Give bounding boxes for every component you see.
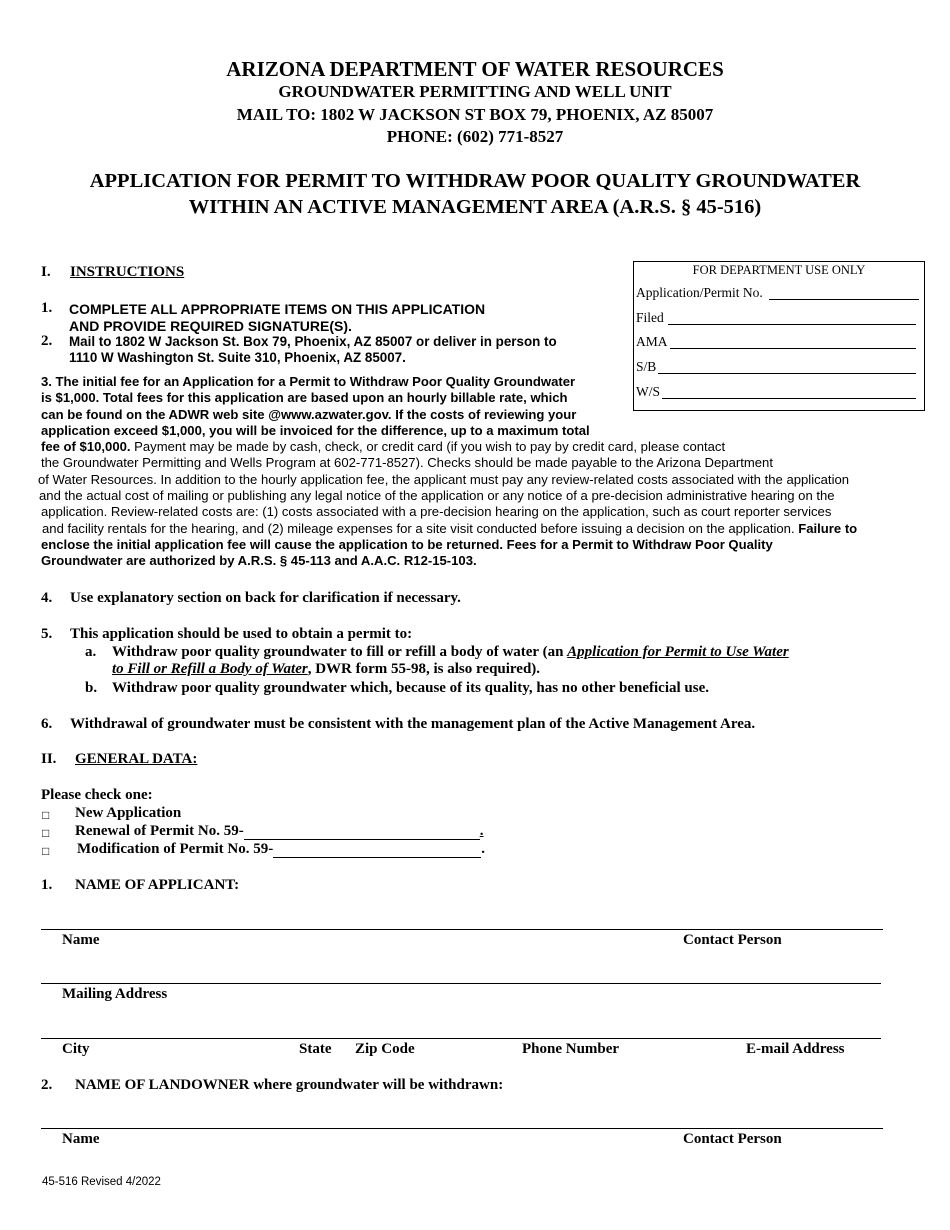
dept-permit-no-line[interactable]	[769, 299, 919, 300]
5a-rest: , DWR form 55-98, is also required).	[307, 661, 541, 677]
item-5b-label: b.	[85, 680, 98, 696]
option-new-application: New Application	[75, 805, 182, 821]
applicant-name-field-line[interactable]	[41, 929, 883, 930]
section-number: II.	[41, 751, 57, 767]
fee-line: application exceed $1,000, you will be invoiced for the difference, up to a maximum total	[41, 422, 590, 438]
instruction-2-line1: Mail to 1802 W Jackson St. Box 79, Phoenix, AZ 85007 or deliver in person to	[69, 334, 557, 349]
instruction-1-line1: COMPLETE ALL APPROPRIATE ITEMS ON THIS APPLICATION	[69, 301, 486, 317]
email-address-label: E-mail Address	[746, 1041, 845, 1057]
option-renewal	[75, 823, 483, 840]
dept-field-filed: Filed	[636, 310, 664, 325]
fee-line	[41, 439, 857, 455]
dept-ama-line[interactable]	[670, 348, 916, 349]
item-number: 5.	[41, 626, 53, 642]
instruction-3-fee-paragraph	[38, 374, 857, 570]
mailing-address-label: Mailing Address	[62, 986, 168, 1002]
fee-line: of Water Resources. In addition to the hourly application fee, the applicant must pay any review-related costs associated with the application	[38, 471, 850, 487]
section-number: I.	[41, 264, 51, 280]
landowner-contact-label: Contact Person	[683, 1131, 782, 1147]
dept-filed-line[interactable]	[668, 324, 916, 325]
check-one-prompt: Please check one:	[41, 787, 153, 803]
review-costs-text: and facility rentals for the hearing, and (2) mileage expenses for a site visit conducted before issuing a decision on the application.	[42, 520, 795, 536]
modification-period: .	[481, 841, 485, 857]
phone-number-label: Phone Number	[522, 1041, 620, 1057]
modification-label: Modification of Permit No. 59-	[77, 841, 274, 857]
phone-number: PHONE: (602) 771-8527	[386, 127, 564, 146]
form-55-98-link-part1[interactable]: Application for Permit to Use Water	[567, 644, 789, 660]
dept-field-sb: S/B	[636, 359, 657, 374]
zip-code-label: Zip Code	[355, 1041, 415, 1057]
renewal-period: .	[479, 823, 484, 839]
instruction-2-line2: 1110 W Washington St. Suite 310, Phoenix, AZ 85007.	[69, 350, 406, 365]
item-number: 1.	[41, 300, 53, 316]
new-application-checkbox[interactable]: □	[42, 808, 50, 822]
applicant-name-heading: NAME OF APPLICANT:	[75, 877, 240, 893]
dept-field-permit-no: Application/Permit No.	[636, 285, 763, 300]
instruction-6: Withdrawal of groundwater must be consistent with the management plan of the Active Management Area.	[70, 716, 756, 732]
modification-checkbox[interactable]: □	[42, 844, 50, 858]
fee-line: and the actual cost of mailing or publishing any legal notice of the application or any notice of a pre-decision administrative hearing on the	[39, 488, 835, 504]
failure-warning-text: Failure to	[794, 520, 858, 536]
instruction-4: Use explanatory section on back for clarification if necessary.	[70, 590, 461, 606]
instruction-5: This application should be used to obtain a permit to:	[70, 626, 413, 642]
fee-line: enclose the initial application fee will cause the application to be returned. Fees for a Permit to Withdraw Poor Quality	[41, 536, 773, 552]
section-heading-general-data: GENERAL DATA:	[75, 751, 198, 767]
landowner-name-field-line[interactable]	[41, 1128, 883, 1129]
mailing-address-field-line[interactable]	[41, 983, 881, 984]
modification-permit-number-field[interactable]	[273, 843, 481, 858]
item-number: 2.	[41, 333, 53, 349]
landowner-name-label: Name	[62, 1131, 100, 1147]
5a-text: Withdraw poor quality groundwater to fill or refill a body of water (an	[112, 644, 568, 660]
instruction-1-line2: AND PROVIDE REQUIRED SIGNATURE(S).	[69, 318, 352, 334]
item-number: 6.	[41, 716, 53, 732]
instruction-5a-line2	[112, 661, 540, 678]
fee-line: can be found on the ADWR web site @www.azwater.gov. If the costs of reviewing your	[41, 406, 577, 422]
applicant-contact-label: Contact Person	[683, 932, 782, 948]
payment-text: Payment may be made by cash, check, or credit card (if you wish to pay by credit card, please contact	[130, 439, 726, 455]
state-label: State	[299, 1041, 332, 1057]
city-state-zip-field-line[interactable]	[41, 1038, 881, 1039]
fee-line: application. Review-related costs are: (1) costs associated with a pre-decision hearing on the application, such as court reporter services	[41, 504, 832, 520]
max-fee-text: fee of $10,000.	[41, 439, 131, 455]
renewal-label: Renewal of Permit No. 59-	[75, 823, 244, 839]
city-label: City	[62, 1041, 90, 1057]
fee-line: Groundwater are authorized by A.R.S. § 45-113 and A.A.C. R12-15-103.	[41, 553, 477, 569]
form-title-line2: WITHIN AN ACTIVE MANAGEMENT AREA (A.R.S. § 45-516)	[188, 196, 762, 218]
dept-field-ws: W/S	[636, 384, 661, 399]
renewal-checkbox[interactable]: □	[42, 826, 50, 840]
section-heading-instructions: INSTRUCTIONS	[70, 264, 185, 280]
fee-line	[42, 521, 857, 537]
item-5a-label: a.	[85, 644, 97, 660]
mail-address: MAIL TO: 1802 W JACKSON ST BOX 79, PHOENIX, AZ 85007	[236, 105, 714, 124]
agency-name: ARIZONA DEPARTMENT OF WATER RESOURCES	[226, 57, 724, 81]
item-number: 2.	[41, 1077, 53, 1093]
unit-name: GROUNDWATER PERMITTING AND WELL UNIT	[278, 82, 672, 101]
landowner-heading: NAME OF LANDOWNER where groundwater will be withdrawn:	[75, 1077, 504, 1093]
form-55-98-link-part2[interactable]: to Fill or Refill a Body of Water	[112, 661, 308, 677]
fee-line: 3. The initial fee for an Application for a Permit to Withdraw Poor Quality Groundwater	[41, 374, 576, 389]
fee-line: is $1,000. Total fees for this application are based upon an hourly billable rate, which	[41, 390, 568, 406]
dept-field-ama: AMA	[636, 334, 668, 349]
applicant-name-label: Name	[62, 932, 100, 948]
option-modification	[77, 841, 485, 858]
department-use-heading: FOR DEPARTMENT USE ONLY	[692, 263, 866, 277]
renewal-permit-number-field[interactable]	[244, 825, 480, 840]
instruction-5b: Withdraw poor quality groundwater which, because of its quality, has no other beneficial use.	[112, 680, 710, 696]
item-number: 1.	[41, 877, 53, 893]
fee-line: the Groundwater Permitting and Wells Program at 602-771-8527). Checks should be made payable to the Arizona Department	[41, 455, 773, 471]
instruction-5a-line1	[112, 644, 789, 661]
form-title-line1: APPLICATION FOR PERMIT TO WITHDRAW POOR QUALITY GROUNDWATER	[89, 170, 861, 192]
form-revision-footer: 45-516 Revised 4/2022	[42, 1176, 161, 1188]
item-number: 4.	[41, 590, 53, 606]
